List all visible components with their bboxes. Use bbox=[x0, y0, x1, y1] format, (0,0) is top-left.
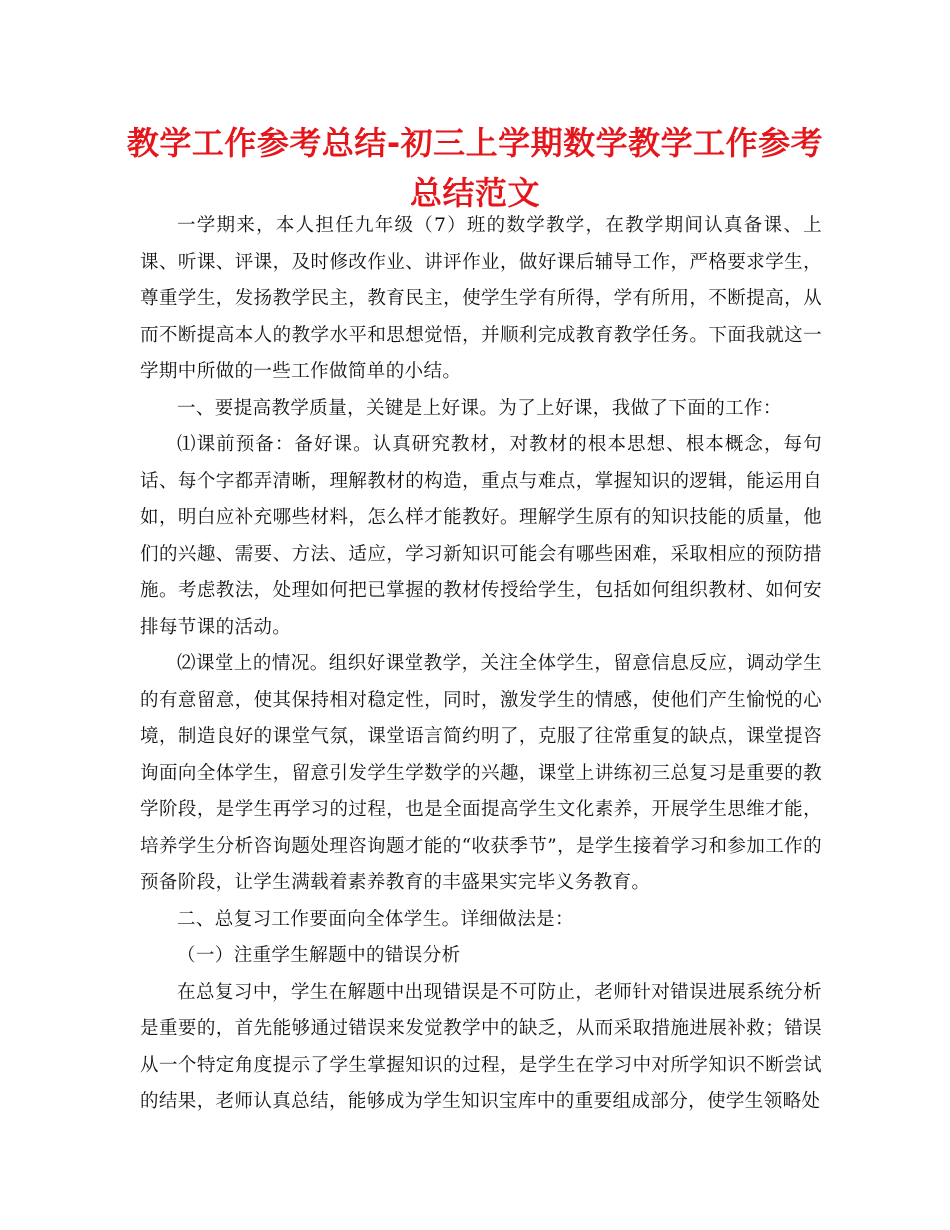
paragraph-section-1-heading: 一、要提高教学质量，关键是上好课。为了上好课，我做了下面的工作： bbox=[177, 397, 782, 419]
document-body bbox=[140, 208, 822, 1121]
paragraph-classroom-situation: ⑵课堂上的情况。组织好课堂教学，关注全体学生，留意信息反应，调动学生的有意留意，使其保持相对稳定性，同时，激发学生的情感，使他们产生愉悦的心境，制造良好的课堂气氛，课堂语言简约明了，克服了往常重复的缺点，课堂提咨询面向全体学生，留意引发学生学数学的兴趣，课堂上讲练初三总复习是重要的教学阶段，是学生再学习的过程，也是全面提高学生文化素养，开展学生思维才能，培养学生分析咨询题处理咨询题才能的“收获季节”，是学生接着学习和参加工作的预备阶段，让学生满载着素养教育的丰盛果实完毕义务教育。 bbox=[140, 653, 822, 893]
paragraph-intro: 一学期来，本人担任九年级（7）班的数学教学，在教学期间认真备课、上课、听课、评课，及时修改作业、讲评作业，做好课后辅导工作，严格要求学生，尊重学生，发扬教学民主，教育民主，使学生学有所得，学有所用，不断提高，从而不断提高本人的教学水平和思想觉悟，并顺利完成教育教学任务。下面我就这一学期中所做的一些工作做简单的小结。 bbox=[140, 215, 822, 382]
paragraph-lesson-preparation: ⑴课前预备：备好课。认真研究教材，对教材的根本思想、根本概念，每句话、每个字都弄清晰，理解教材的构造，重点与难点，掌握知识的逻辑，能运用自如，明白应补充哪些材料，怎么样才能教好。理解学生原有的知识技能的质量，他们的兴趣、需要、方法、适应，学习新知识可能会有哪些困难，采取相应的预防措施。考虑教法，处理如何把已掌握的教材传授给学生，包括如何组织教材、如何安排每节课的活动。 bbox=[140, 434, 822, 638]
document-title: 教学工作参考总结-初三上学期数学教学工作参考总结范文 bbox=[126, 124, 824, 212]
paragraph-error-analysis: 在总复习中，学生在解题中出现错误是不可防止，老师针对错误进展系统分析是重要的，首先能够通过错误来发觉教学中的缺乏，从而采取措施进展补救；错误从一个特定角度提示了学生掌握知识的过程，是学生在学习中对所学知识不断尝试的结果，老师认真总结，能够成为学生知识宝库中的重要组成部分，使学生领略处 bbox=[140, 981, 822, 1112]
paragraph-subsection-1-heading: （一）注重学生解题中的错误分析 bbox=[177, 945, 461, 966]
paragraph-section-2-heading: 二、总复习工作要面向全体学生。详细做法是： bbox=[177, 908, 574, 930]
